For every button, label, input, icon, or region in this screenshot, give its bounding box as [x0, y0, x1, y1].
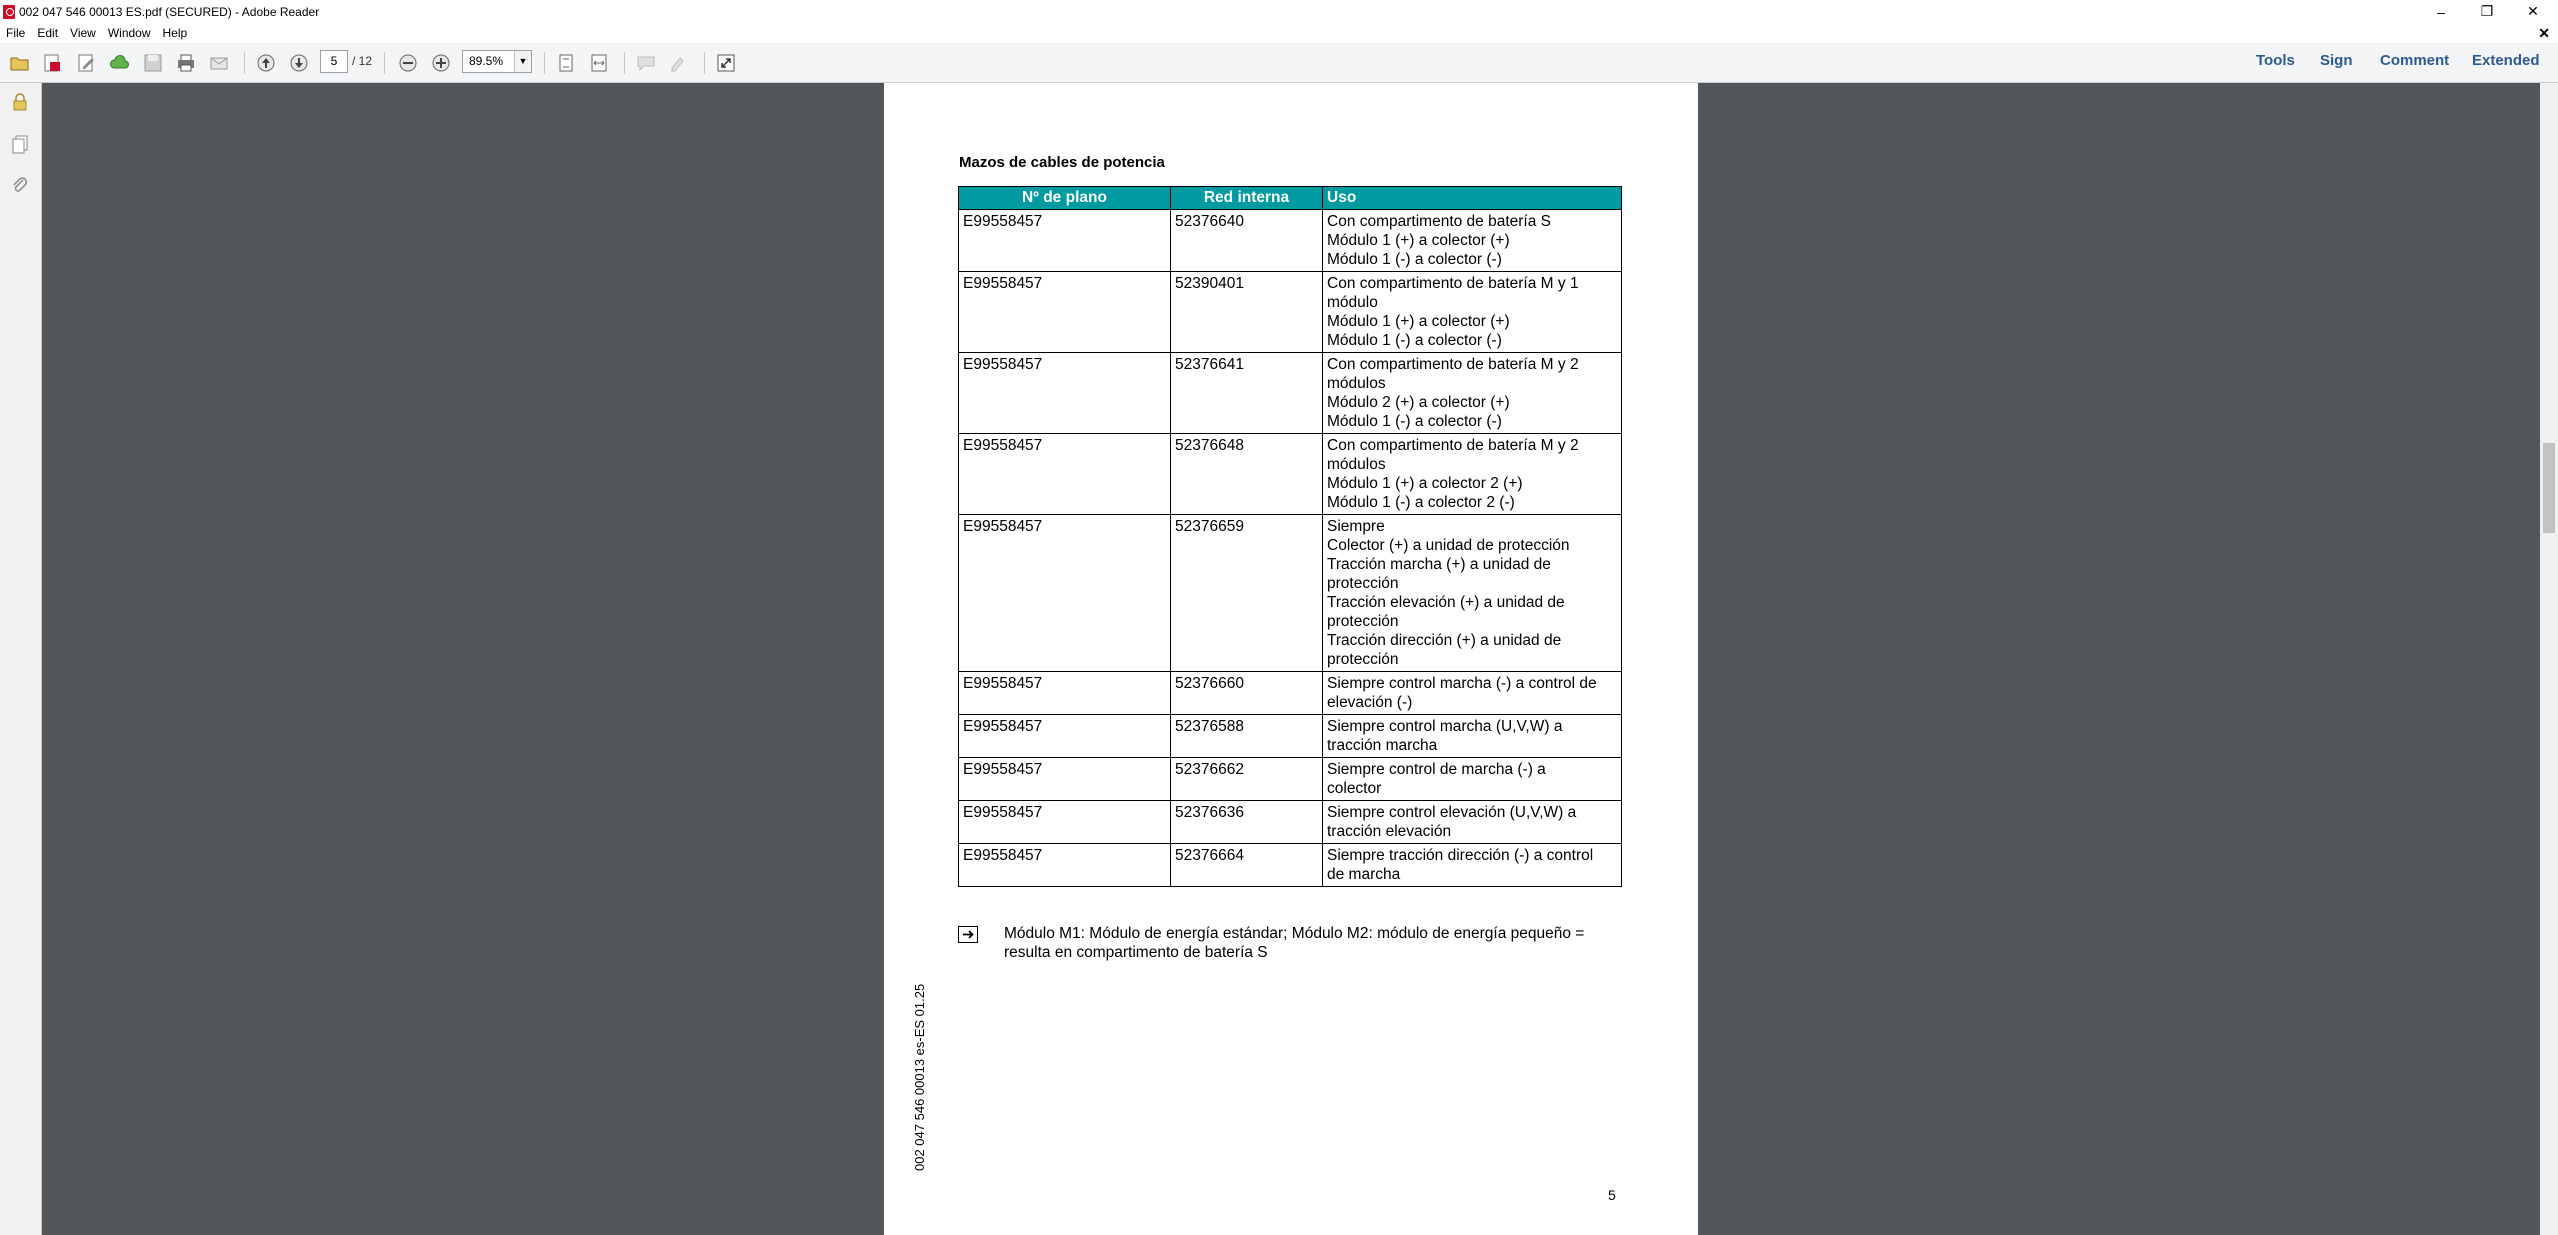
uso-line: colector: [1327, 780, 1382, 797]
table-row: [959, 272, 1622, 353]
fit-page-icon: [555, 52, 577, 74]
fit-width-button[interactable]: [587, 51, 611, 75]
header-red: Red interna: [1171, 187, 1323, 210]
cell-uso: [1323, 353, 1622, 434]
minimize-button[interactable]: –: [2437, 3, 2445, 20]
table-row: [959, 715, 1622, 758]
toolbar-separator: [704, 52, 705, 74]
uso-line: Siempre tracción dirección (-) a control: [1327, 847, 1594, 864]
cell-uso: [1323, 844, 1622, 887]
pdf-page: [884, 83, 1698, 1235]
comment-bubble-button[interactable]: [634, 51, 658, 75]
speech-bubble-icon: [635, 52, 657, 74]
edit-document-icon: [75, 52, 97, 74]
zoom-out-button[interactable]: [396, 51, 420, 75]
cell-plano: E99558457: [959, 272, 1171, 353]
save-disk-icon: [142, 52, 164, 74]
uso-line: Siempre control de marcha (-) a: [1327, 761, 1546, 778]
toolbar-separator: [544, 52, 545, 74]
table-row: [959, 434, 1622, 515]
extended-pane-button[interactable]: Extended: [2472, 52, 2540, 69]
email-button[interactable]: [207, 51, 231, 75]
cloud-upload-icon: [109, 52, 131, 74]
uso-line: Módulo 1 (-) a colector 2 (-): [1327, 494, 1515, 511]
fit-page-button[interactable]: [554, 51, 578, 75]
cell-uso: [1323, 758, 1622, 801]
note-text: [1004, 924, 1624, 962]
toolbar-separator: [384, 52, 385, 74]
window-title: 002 047 546 00013 ES.pdf (SECURED) - Adobe Reader: [19, 4, 320, 19]
cell-plano: E99558457: [959, 434, 1171, 515]
open-file-button[interactable]: [8, 51, 32, 75]
menu-bar: [0, 23, 2558, 43]
table-row: [959, 210, 1622, 272]
cell-uso: [1323, 210, 1622, 272]
document-code: 002 047 546 00013 es-ES 01.25: [912, 983, 927, 1171]
toolbar-separator: [244, 52, 245, 74]
cell-uso: [1323, 272, 1622, 353]
tools-pane-button[interactable]: Tools: [2256, 52, 2295, 69]
cell-uso: [1323, 672, 1622, 715]
table-row: [959, 353, 1622, 434]
upload-cloud-button[interactable]: [108, 51, 132, 75]
restore-button[interactable]: ❐: [2480, 3, 2494, 19]
uso-line: módulos: [1327, 456, 1386, 473]
uso-line: protección: [1327, 613, 1399, 630]
cell-red: 52376640: [1171, 210, 1323, 272]
uso-line: Módulo 1 (-) a colector (-): [1327, 332, 1502, 349]
cell-plano: E99558457: [959, 353, 1171, 434]
cell-uso: [1323, 434, 1622, 515]
uso-line: Siempre control marcha (U,V,W) a: [1327, 718, 1563, 735]
cell-red: 52390401: [1171, 272, 1323, 353]
uso-line: Módulo 1 (+) a colector (+): [1327, 313, 1510, 330]
uso-line: protección: [1327, 651, 1399, 668]
table-row: [959, 515, 1622, 672]
uso-line: Siempre: [1327, 518, 1385, 535]
uso-line: Tracción marcha (+) a unidad de: [1327, 556, 1551, 573]
cell-plano: E99558457: [959, 672, 1171, 715]
open-folder-icon: [9, 52, 31, 74]
uso-line: de marcha: [1327, 866, 1401, 883]
toolbar-separator: [624, 52, 625, 74]
cell-red: 52376664: [1171, 844, 1323, 887]
table-row: [959, 758, 1622, 801]
header-plano: Nº de plano: [959, 187, 1171, 210]
cell-red: 52376662: [1171, 758, 1323, 801]
cell-red: 52376636: [1171, 801, 1323, 844]
zoom-level-value: 89.5%: [469, 54, 504, 68]
scrollbar-thumb[interactable]: [2543, 443, 2555, 533]
uso-line: Siempre control elevación (U,V,W) a: [1327, 804, 1577, 821]
vertical-scrollbar[interactable]: [2540, 83, 2558, 1235]
uso-line: Colector (+) a unidad de protección: [1327, 537, 1570, 554]
note-line: Módulo M1: Módulo de energía estándar; Módulo M2: módulo de energía pequeño =: [1004, 925, 1585, 942]
table-header-row: [959, 187, 1622, 210]
uso-line: Tracción elevación (+) a unidad de: [1327, 594, 1565, 611]
highlight-button[interactable]: [666, 51, 690, 75]
save-button[interactable]: [141, 51, 165, 75]
lock-icon[interactable]: [9, 91, 31, 113]
sign-pane-button[interactable]: Sign: [2320, 52, 2353, 69]
create-pdf-icon: [41, 52, 63, 74]
cell-red: 52376660: [1171, 672, 1323, 715]
uso-line: protección: [1327, 575, 1399, 592]
uso-line: módulo: [1327, 294, 1378, 311]
cell-plano: E99558457: [959, 715, 1171, 758]
uso-line: Tracción dirección (+) a unidad de: [1327, 632, 1562, 649]
print-button[interactable]: [174, 51, 198, 75]
uso-line: Siempre control marcha (-) a control de: [1327, 675, 1597, 692]
cell-uso: [1323, 801, 1622, 844]
uso-line: Con compartimento de batería M y 1: [1327, 275, 1579, 292]
envelope-icon: [208, 52, 230, 74]
zoom-level-select[interactable]: [462, 50, 532, 73]
cell-plano: E99558457: [959, 801, 1171, 844]
arrow-down-circle-icon: [288, 52, 310, 74]
menu-help[interactable]: Help: [162, 26, 188, 40]
chevron-down-icon[interactable]: ▼: [514, 51, 531, 72]
minus-circle-icon: [397, 52, 419, 74]
cell-plano: E99558457: [959, 844, 1171, 887]
cell-red: 52376648: [1171, 434, 1323, 515]
document-view[interactable]: [42, 83, 2540, 1235]
uso-line: elevación (-): [1327, 694, 1413, 711]
cell-plano: E99558457: [959, 515, 1171, 672]
uso-line: Con compartimento de batería M y 2: [1327, 437, 1579, 454]
uso-line: Módulo 1 (-) a colector (-): [1327, 413, 1502, 430]
uso-line: Módulo 1 (-) a colector (-): [1327, 251, 1502, 268]
uso-line: módulos: [1327, 375, 1386, 392]
uso-line: Con compartimento de batería S: [1327, 213, 1552, 230]
section-title: Mazos de cables de potencia: [959, 154, 1165, 171]
close-document-icon[interactable]: ✕: [2538, 25, 2550, 41]
adobe-reader-icon: [3, 5, 15, 19]
uso-line: Módulo 2 (+) a colector (+): [1327, 394, 1510, 411]
uso-line: Módulo 1 (+) a colector (+): [1327, 232, 1510, 249]
cables-table: [958, 186, 1622, 887]
cell-uso: [1323, 515, 1622, 672]
title-bar: [0, 0, 2558, 23]
create-pdf-button[interactable]: [40, 51, 64, 75]
paperclip-icon[interactable]: [9, 175, 31, 197]
cell-plano: E99558457: [959, 210, 1171, 272]
menu-edit[interactable]: Edit: [37, 26, 59, 40]
plus-circle-icon: [430, 52, 452, 74]
table-row: [959, 672, 1622, 715]
arrow-right-icon: [958, 926, 978, 943]
table-row: [959, 844, 1622, 887]
next-page-button[interactable]: [287, 51, 311, 75]
uso-line: tracción marcha: [1327, 737, 1438, 754]
page-total-label: / 12: [352, 54, 373, 68]
cell-red: 52376588: [1171, 715, 1323, 758]
menu-window[interactable]: Window: [107, 26, 151, 40]
page-number-input[interactable]: 5: [320, 50, 348, 73]
header-uso: Uso: [1323, 187, 1622, 210]
comment-pane-button[interactable]: Comment: [2380, 52, 2450, 69]
full-screen-button[interactable]: [714, 51, 738, 75]
menu-view[interactable]: View: [70, 26, 96, 40]
cell-red: 52376659: [1171, 515, 1323, 672]
page-number: 5: [1608, 1187, 1616, 1203]
cell-plano: E99558457: [959, 758, 1171, 801]
expand-icon: [715, 52, 737, 74]
zoom-in-button[interactable]: [429, 51, 453, 75]
cell-uso: [1323, 715, 1622, 758]
arrow-up-circle-icon: [255, 52, 277, 74]
edit-pdf-button[interactable]: [74, 51, 98, 75]
highlighter-icon: [667, 52, 689, 74]
page-thumbnails-icon[interactable]: [9, 133, 31, 155]
menu-file[interactable]: File: [6, 26, 26, 40]
table-row: [959, 801, 1622, 844]
printer-icon: [175, 52, 197, 74]
uso-line: tracción elevación: [1327, 823, 1452, 840]
uso-line: Módulo 1 (+) a colector 2 (+): [1327, 475, 1523, 492]
navigation-pane: [0, 83, 42, 1235]
cell-red: 52376641: [1171, 353, 1323, 434]
fit-width-icon: [588, 52, 610, 74]
previous-page-button[interactable]: [254, 51, 278, 75]
uso-line: Con compartimento de batería M y 2: [1327, 356, 1579, 373]
close-window-button[interactable]: ✕: [2527, 3, 2539, 19]
note-line: resulta en compartimento de batería S: [1004, 944, 1268, 961]
